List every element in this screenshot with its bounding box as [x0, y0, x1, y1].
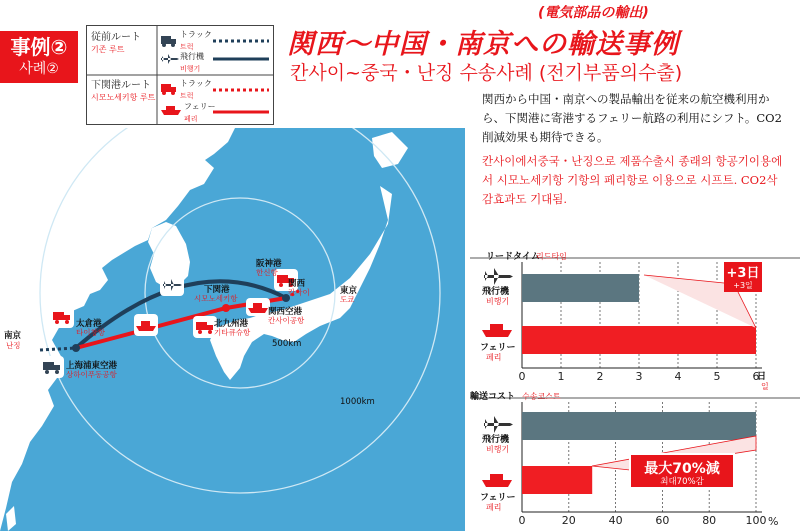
leadtime-ferry-icon — [482, 324, 512, 337]
leadtime-tick-label: 0 — [518, 370, 526, 383]
place-nanjing: 南京 — [4, 331, 22, 341]
place-kix: 関西空港 — [268, 307, 303, 317]
cost-cat-ferry: フェリー — [480, 493, 516, 503]
truck-icon-red-1 — [50, 306, 74, 328]
cost-tick-label: 60 — [655, 514, 670, 527]
header-subtitle: (電気部品の輸出) — [538, 5, 649, 21]
cost-bar-1 — [522, 466, 592, 494]
legend-ferry — [184, 101, 216, 125]
legend-plane-icon — [161, 54, 179, 64]
leadtime-cat-ferry-ko: 페리 — [486, 353, 502, 362]
ring-500-label: 500km — [272, 339, 302, 349]
legend-truck — [180, 29, 212, 53]
place-tokyo: 東京 — [340, 286, 358, 296]
legend-new-route-ko: 시모노세키항 루트 — [91, 93, 156, 102]
legend-truck-2 — [180, 78, 212, 102]
ferry-icon — [134, 314, 158, 336]
dot-shimonoseki — [222, 304, 230, 312]
leadtime-tick-label: 3 — [635, 370, 643, 383]
cost-cat-plane: 飛行機 — [482, 435, 510, 445]
legend-prev-route-label: 従前ルート — [91, 32, 141, 43]
case-badge-title-ko: 사례② — [19, 61, 59, 77]
place-pudong-ko: 상하이푸동공항 — [66, 370, 117, 379]
cost-title: 輸送コスト — [470, 392, 516, 402]
plane-icon — [160, 274, 184, 296]
place-nanjing-ko: 난징 — [6, 341, 21, 350]
leadtime-tick-label: 2 — [596, 370, 604, 383]
cost-annotation-text: 最大70%減 — [644, 461, 720, 477]
legend-new-route — [91, 80, 155, 104]
leadtime-cat-plane-ko: 비행기 — [486, 297, 510, 306]
leadtime-tick-label: 5 — [713, 370, 721, 383]
leadtime-cat-plane: 飛行機 — [482, 287, 510, 297]
cost-tick-label: 0 — [518, 514, 526, 527]
legend-ferry-ko: 페리 — [184, 115, 198, 123]
place-kansai-ko: 칸사이 — [288, 288, 310, 297]
leadtime-tick-label: 4 — [674, 370, 682, 383]
place-tokyo-ko: 도쿄 — [340, 295, 355, 304]
place-shimonoseki-ko: 시모노세키항 — [194, 294, 238, 303]
legend-plane-label: 飛行機 — [180, 52, 204, 61]
legend-ferry-icon — [161, 106, 181, 115]
legend-truck-icon — [161, 36, 176, 47]
leadtime-tick-label: 6 — [752, 370, 760, 383]
comparison-charts — [470, 248, 800, 531]
cost-cat-ferry-ko: 페리 — [486, 503, 502, 512]
place-kitakyushu: 北九州港 — [214, 319, 249, 329]
cost-unit: % — [768, 515, 779, 528]
leadtime-annotation-ko: +3일 — [733, 281, 753, 290]
leadtime-unit-ko: 일 — [761, 382, 769, 391]
leadtime-bar-1 — [522, 326, 756, 354]
legend-truck-label: トラック — [180, 30, 212, 39]
place-shimonoseki: 下関港 — [204, 285, 230, 295]
cost-annotation-ko: 최대70%감 — [660, 477, 704, 487]
place-kansai: 関西 — [288, 279, 306, 289]
legend-truck-ko: 트럭 — [180, 43, 194, 51]
case-badge-title: 事例② — [10, 35, 68, 59]
cost-plane-icon — [484, 416, 513, 433]
header-title: 関西〜中国・南京への輸送事例 — [287, 29, 679, 60]
description-ko: 칸사이에서중국・난징으로 제품수출시 종래의 항공기이용에서 시모노세키항 기항의 페리항로 이용으로 시프트. CO2삭감효과도 기대됨. — [482, 154, 783, 206]
leadtime-annotation-text: +3日 — [726, 266, 760, 281]
route-legend — [86, 25, 274, 125]
place-taicang: 太倉港 — [76, 319, 102, 329]
legend-ferry-label: フェリー — [184, 102, 216, 111]
legend-truck-ko-2: 트럭 — [180, 92, 194, 100]
truck-icon-dark — [40, 356, 64, 378]
ferry-icon-2 — [246, 298, 270, 316]
legend-prev-route — [91, 32, 141, 56]
dot-taicang — [72, 344, 80, 352]
legend-truck-red-icon — [161, 84, 176, 95]
ring-1000-label: 1000km — [340, 397, 375, 407]
legend-prev-route-ko: 기존 루트 — [91, 45, 125, 54]
leadtime-bar-0 — [522, 274, 639, 302]
cost-tick-label: 40 — [608, 514, 623, 527]
leadtime-unit: 日 — [757, 372, 767, 382]
place-kix-ko: 칸사이공항 — [268, 316, 305, 325]
cost-annotation — [592, 436, 756, 488]
cost-tick-label: 20 — [561, 514, 576, 527]
leadtime-cat-ferry: フェリー — [480, 343, 516, 353]
description-ja: 関西から中国・南京への製品輸出を従来の航空機利用から、下関港に寄港するフェリー航路の利用にシフト。CO2削減効果も期待できる。 — [482, 92, 782, 144]
header-title-ko: 칸사이~중국・난징 수송사례 (전기부품의수출) — [290, 62, 683, 84]
legend-new-route-label: 下関港ルート — [91, 80, 151, 91]
leadtime-plane-icon — [484, 268, 513, 285]
route-map — [0, 128, 465, 531]
place-kitakyushu-ko: 기타큐슈항 — [214, 328, 251, 337]
place-hanshin-ko: 한신항 — [256, 268, 278, 277]
cost-bar-0 — [522, 412, 756, 440]
legend-plane — [180, 51, 204, 75]
cost-ferry-icon — [482, 474, 512, 487]
place-hanshin: 阪神港 — [256, 259, 282, 269]
legend-plane-ko: 비행기 — [180, 65, 201, 73]
leadtime-annotation — [644, 262, 762, 328]
leadtime-title-ko: 리드타임 — [536, 252, 567, 261]
case-badge — [0, 31, 78, 83]
place-taicang-ko: 타이창항 — [76, 328, 105, 337]
cost-tick-label: 100 — [745, 514, 767, 527]
legend-truck-label-2: トラック — [180, 79, 212, 88]
cost-title-ko: 수송코스트 — [522, 392, 561, 401]
cost-cat-plane-ko: 비행기 — [486, 445, 510, 454]
leadtime-title: リードタイム — [486, 252, 540, 262]
leadtime-tick-label: 1 — [557, 370, 565, 383]
place-pudong: 上海浦東空港 — [66, 361, 118, 371]
cost-tick-label: 80 — [702, 514, 717, 527]
